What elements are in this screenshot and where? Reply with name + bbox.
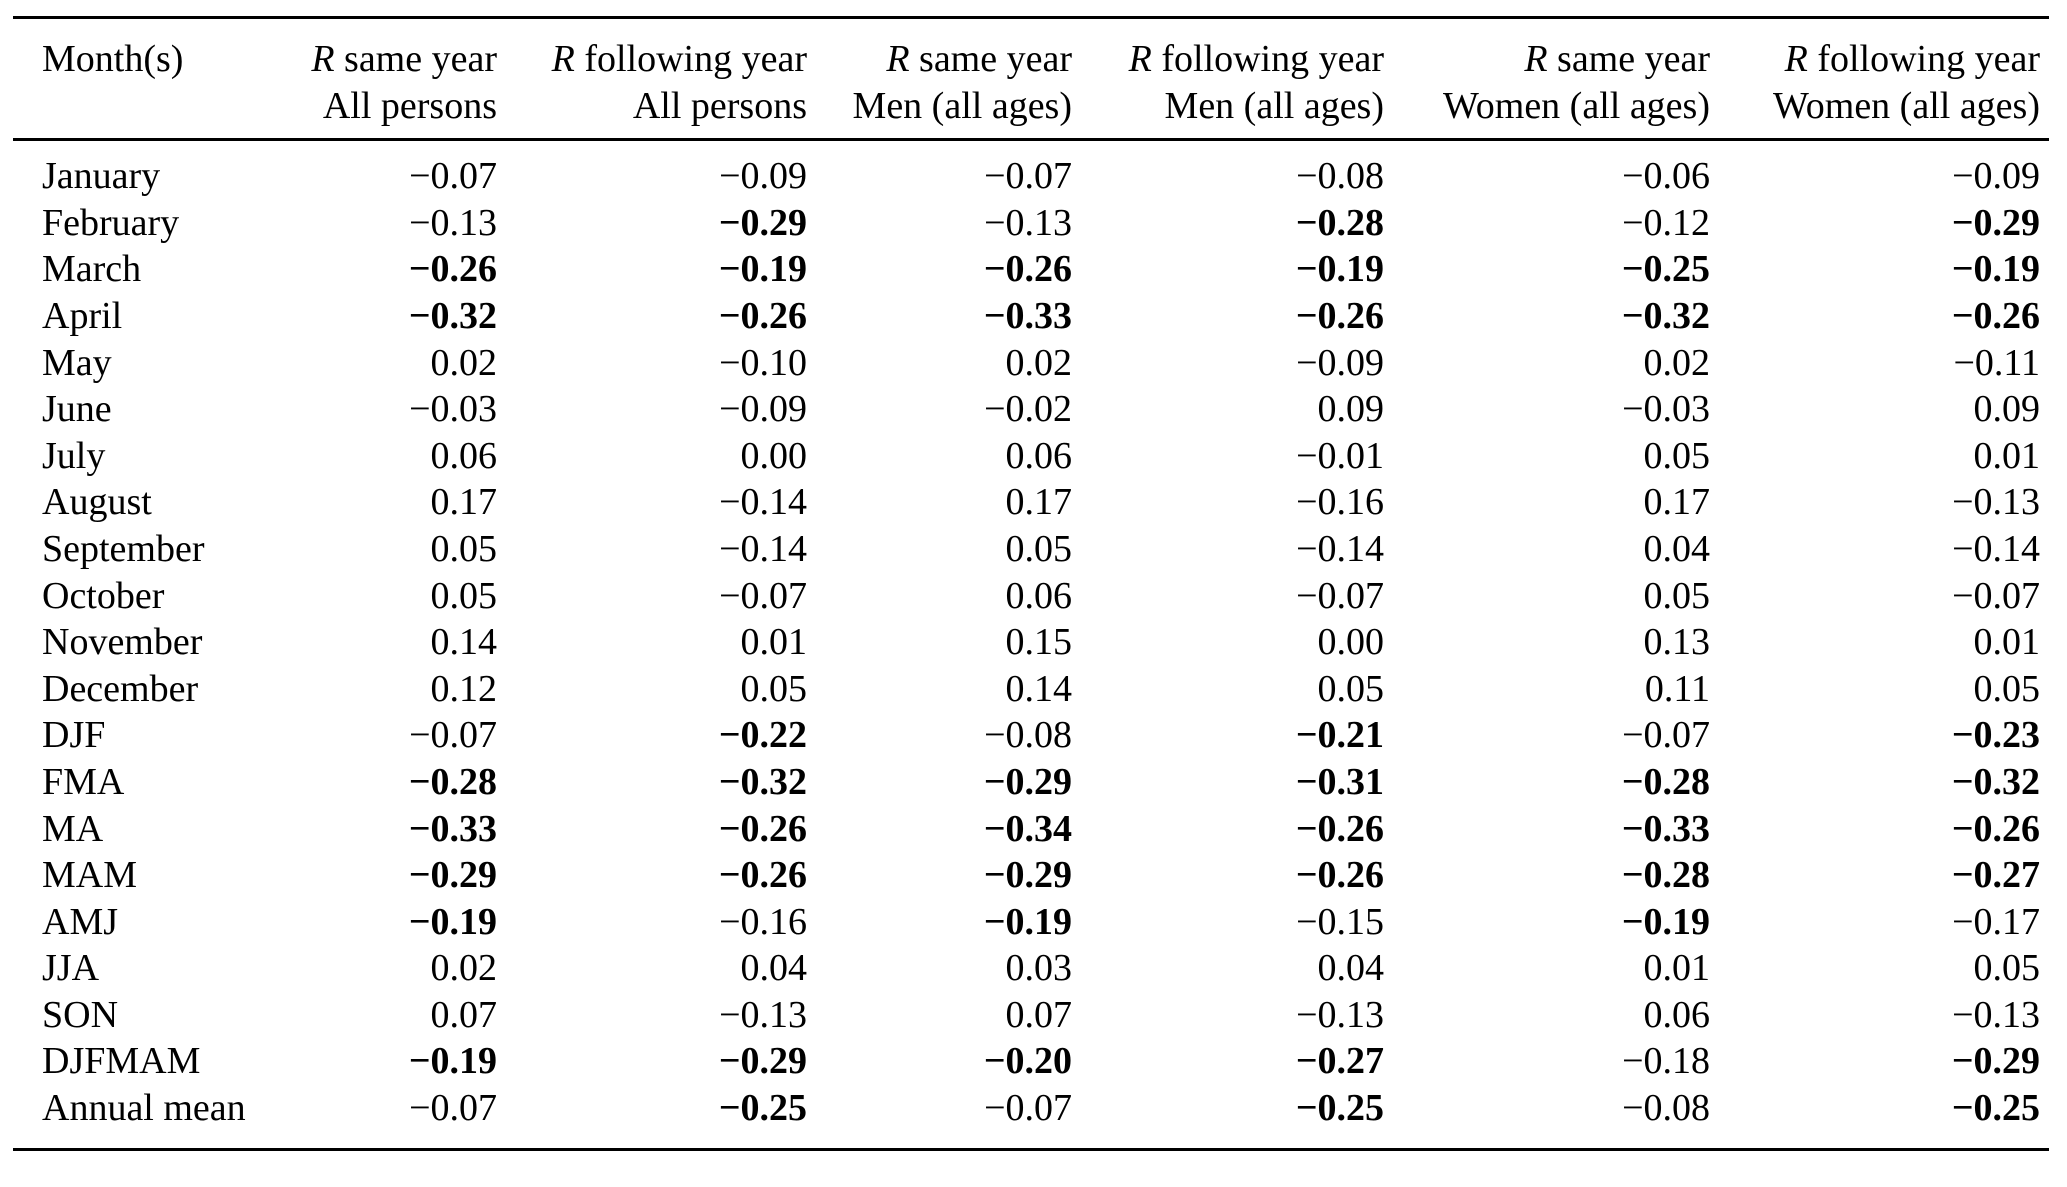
r-value: −0.26 — [1951, 807, 2040, 850]
r-value: 0.06 — [1643, 993, 1710, 1036]
r-value: −0.17 — [1952, 900, 2040, 943]
r-value: −0.16 — [1296, 481, 1384, 524]
r-value: 0.04 — [740, 947, 807, 990]
r-value: 0.06 — [1005, 434, 1072, 477]
r-value: −0.32 — [718, 760, 807, 803]
r-value: 0.05 — [1317, 667, 1384, 710]
r-value: 0.00 — [740, 434, 807, 477]
r-value: −0.11 — [1953, 341, 2040, 384]
r-value: 0.07 — [430, 993, 497, 1036]
r-value: −0.21 — [1295, 714, 1384, 757]
r-value: −0.09 — [719, 155, 807, 198]
r-value: 0.02 — [430, 341, 497, 384]
r-value: −0.19 — [718, 248, 807, 291]
r-value: −0.07 — [719, 574, 807, 617]
r-value: −0.25 — [1295, 1087, 1384, 1130]
r-value: −0.34 — [983, 807, 1072, 850]
header-men-following-year — [1072, 18, 1384, 140]
table-body — [13, 140, 2049, 1149]
r-value: 0.14 — [1005, 667, 1072, 710]
header-line-r-period — [1072, 36, 1384, 83]
r-value: −0.29 — [718, 1040, 807, 1083]
header-line-r-period — [807, 36, 1072, 83]
r-value: 0.12 — [430, 667, 497, 710]
r-value: 0.09 — [1317, 388, 1384, 431]
r-value: 0.04 — [1317, 947, 1384, 990]
table-row — [13, 386, 2049, 433]
r-value: 0.11 — [1644, 667, 1710, 710]
r-value: −0.16 — [719, 900, 807, 943]
r-value: −0.26 — [1951, 294, 2040, 337]
r-value: 0.14 — [430, 621, 497, 664]
table-row — [13, 712, 2049, 759]
month-label: DJFMAM — [42, 1040, 201, 1083]
group-label: Women (all ages) — [1772, 84, 2040, 127]
table-row — [13, 340, 2049, 387]
month-label: January — [42, 155, 161, 198]
month-label: MAM — [42, 854, 138, 897]
r-value: 0.01 — [1973, 434, 2040, 477]
r-value: 0.05 — [1973, 947, 2040, 990]
r-value: −0.33 — [1621, 807, 1710, 850]
r-value: −0.14 — [719, 481, 807, 524]
r-value: −0.13 — [1952, 993, 2040, 1036]
r-value: −0.28 — [408, 760, 497, 803]
header-months-label: Month(s) — [42, 38, 184, 80]
r-value: −0.08 — [1622, 1087, 1710, 1130]
r-value: −0.03 — [1622, 388, 1710, 431]
r-value: −0.07 — [409, 1087, 497, 1130]
r-value: −0.10 — [719, 341, 807, 384]
table-row — [13, 479, 2049, 526]
r-value: −0.19 — [1295, 248, 1384, 291]
r-value: 0.00 — [1317, 621, 1384, 664]
r-value: −0.19 — [408, 900, 497, 943]
r-symbol: R — [1784, 38, 1808, 80]
r-symbol: R — [311, 38, 335, 80]
r-value: −0.07 — [409, 714, 497, 757]
month-label: FMA — [42, 760, 125, 803]
r-value: −0.09 — [1296, 341, 1384, 384]
header-line-r-period — [1384, 36, 1710, 83]
r-value: −0.27 — [1295, 1040, 1384, 1083]
table-row — [13, 1085, 2049, 1149]
r-symbol: R — [551, 38, 575, 80]
group-label: All persons — [322, 84, 497, 127]
table-row — [13, 1038, 2049, 1085]
r-value: 0.17 — [1643, 481, 1710, 524]
r-value: −0.31 — [1295, 760, 1384, 803]
r-value: −0.08 — [1296, 155, 1384, 198]
r-value: 0.05 — [740, 667, 807, 710]
r-value: −0.29 — [1951, 1040, 2040, 1083]
month-label: February — [42, 201, 180, 244]
month-label: September — [42, 527, 205, 570]
r-value: −0.26 — [718, 854, 807, 897]
r-value: −0.26 — [718, 807, 807, 850]
r-value: −0.25 — [1951, 1087, 2040, 1130]
r-value: −0.14 — [1952, 527, 2040, 570]
r-value: −0.19 — [408, 1040, 497, 1083]
table-row — [13, 945, 2049, 992]
month-label: May — [42, 341, 112, 384]
r-value: −0.13 — [1952, 481, 2040, 524]
r-value: 0.13 — [1643, 621, 1710, 664]
r-value: −0.06 — [1622, 155, 1710, 198]
period-label: same year — [344, 38, 497, 80]
r-value: 0.02 — [430, 947, 497, 990]
r-value: −0.33 — [983, 294, 1072, 337]
period-label: same year — [919, 38, 1072, 80]
r-value: −0.28 — [1621, 760, 1710, 803]
r-value: −0.28 — [1621, 854, 1710, 897]
r-value: −0.03 — [409, 388, 497, 431]
r-value: −0.07 — [1952, 574, 2040, 617]
r-value: −0.13 — [409, 201, 497, 244]
header-line-r-period — [273, 36, 497, 83]
r-value: −0.19 — [983, 900, 1072, 943]
month-label: July — [42, 434, 106, 477]
r-value: −0.07 — [1296, 574, 1384, 617]
r-value: −0.14 — [719, 527, 807, 570]
table-row — [13, 140, 2049, 200]
r-value: −0.25 — [718, 1087, 807, 1130]
r-value: −0.22 — [718, 714, 807, 757]
r-value: −0.32 — [1621, 294, 1710, 337]
month-label: JJA — [42, 947, 100, 990]
r-value: −0.26 — [1295, 807, 1384, 850]
r-value: −0.02 — [984, 388, 1072, 431]
r-value: −0.13 — [1296, 993, 1384, 1036]
header-all-persons-following-year — [497, 18, 807, 140]
month-label: March — [42, 248, 142, 291]
header-row — [13, 18, 2049, 140]
r-value: −0.07 — [1622, 714, 1710, 757]
r-value: −0.29 — [1951, 201, 2040, 244]
r-value: −0.09 — [719, 388, 807, 431]
period-label: following year — [584, 38, 807, 80]
r-symbol: R — [886, 38, 910, 80]
r-value: −0.07 — [984, 155, 1072, 198]
r-value: 0.05 — [1643, 574, 1710, 617]
r-value: −0.26 — [983, 248, 1072, 291]
table-row — [13, 573, 2049, 620]
table-row — [13, 200, 2049, 247]
r-value: −0.26 — [408, 248, 497, 291]
header-all-persons-same-year — [273, 18, 497, 140]
month-label: April — [42, 294, 123, 337]
table-row — [13, 666, 2049, 713]
r-value: 0.05 — [430, 574, 497, 617]
r-symbol: R — [1128, 38, 1152, 80]
r-value: 0.02 — [1005, 341, 1072, 384]
r-value: −0.29 — [983, 760, 1072, 803]
group-label: All persons — [632, 84, 807, 127]
table-row — [13, 759, 2049, 806]
period-label: same year — [1557, 38, 1710, 80]
table-row — [13, 526, 2049, 573]
r-value: 0.01 — [1643, 947, 1710, 990]
r-value: −0.32 — [408, 294, 497, 337]
r-value: 0.15 — [1005, 621, 1072, 664]
r-value: 0.03 — [1005, 947, 1072, 990]
table-row — [13, 852, 2049, 899]
group-label: Men (all ages) — [852, 84, 1072, 127]
r-value: −0.29 — [983, 854, 1072, 897]
month-label: DJF — [42, 714, 106, 757]
r-value: −0.26 — [1295, 854, 1384, 897]
r-value: −0.19 — [1621, 900, 1710, 943]
table-row — [13, 899, 2049, 946]
r-value: −0.13 — [719, 993, 807, 1036]
r-value: −0.19 — [1951, 248, 2040, 291]
r-value: −0.08 — [984, 714, 1072, 757]
table-row — [13, 806, 2049, 853]
r-value: 0.17 — [430, 481, 497, 524]
table-row — [13, 992, 2049, 1039]
r-value: −0.12 — [1622, 201, 1710, 244]
r-symbol: R — [1524, 38, 1548, 80]
r-value: −0.27 — [1951, 854, 2040, 897]
r-value: −0.33 — [408, 807, 497, 850]
month-label: June — [42, 388, 112, 431]
month-label: SON — [42, 993, 119, 1036]
month-label: AMJ — [42, 900, 119, 943]
r-value: −0.07 — [409, 155, 497, 198]
r-value: −0.26 — [1295, 294, 1384, 337]
r-value: 0.05 — [1643, 434, 1710, 477]
month-label: October — [42, 574, 165, 617]
month-label: December — [42, 667, 199, 710]
r-value: 0.09 — [1973, 388, 2040, 431]
r-value: 0.05 — [430, 527, 497, 570]
r-value: 0.05 — [1973, 667, 2040, 710]
header-line-r-period — [497, 36, 807, 83]
r-value: −0.14 — [1296, 527, 1384, 570]
header-men-same-year — [807, 18, 1072, 140]
r-value: 0.01 — [740, 621, 807, 664]
r-value: 0.04 — [1643, 527, 1710, 570]
table-row — [13, 433, 2049, 480]
r-value: −0.32 — [1951, 760, 2040, 803]
group-label: Women (all ages) — [1442, 84, 1710, 127]
r-value: −0.07 — [984, 1087, 1072, 1130]
header-months — [13, 18, 273, 140]
table-row — [13, 246, 2049, 293]
r-value: −0.29 — [718, 201, 807, 244]
header-women-following-year — [1710, 18, 2049, 140]
r-value: −0.28 — [1295, 201, 1384, 244]
month-label: Annual mean — [42, 1087, 246, 1130]
r-value: 0.01 — [1973, 621, 2040, 664]
r-value: −0.01 — [1296, 434, 1384, 477]
month-label: August — [42, 481, 152, 524]
r-value: 0.17 — [1005, 481, 1072, 524]
r-value: −0.20 — [983, 1040, 1072, 1083]
r-value: −0.09 — [1952, 155, 2040, 198]
header-women-same-year — [1384, 18, 1710, 140]
group-label: Men (all ages) — [1164, 84, 1384, 127]
correlation-table — [13, 16, 2049, 1151]
r-value: −0.23 — [1951, 714, 2040, 757]
r-value: −0.13 — [984, 201, 1072, 244]
r-value: 0.06 — [1005, 574, 1072, 617]
r-value: −0.26 — [718, 294, 807, 337]
r-value: 0.05 — [1005, 527, 1072, 570]
r-value: −0.18 — [1622, 1040, 1710, 1083]
r-value: −0.25 — [1621, 248, 1710, 291]
period-label: following year — [1817, 38, 2040, 80]
period-label: following year — [1161, 38, 1384, 80]
r-value: 0.02 — [1643, 341, 1710, 384]
r-value: 0.07 — [1005, 993, 1072, 1036]
r-value: 0.06 — [430, 434, 497, 477]
table-row — [13, 293, 2049, 340]
month-label: November — [42, 621, 203, 664]
header-line-r-period — [1710, 36, 2040, 83]
table-row — [13, 619, 2049, 666]
month-label: MA — [42, 807, 104, 850]
r-value: −0.29 — [408, 854, 497, 897]
r-value: −0.15 — [1296, 900, 1384, 943]
